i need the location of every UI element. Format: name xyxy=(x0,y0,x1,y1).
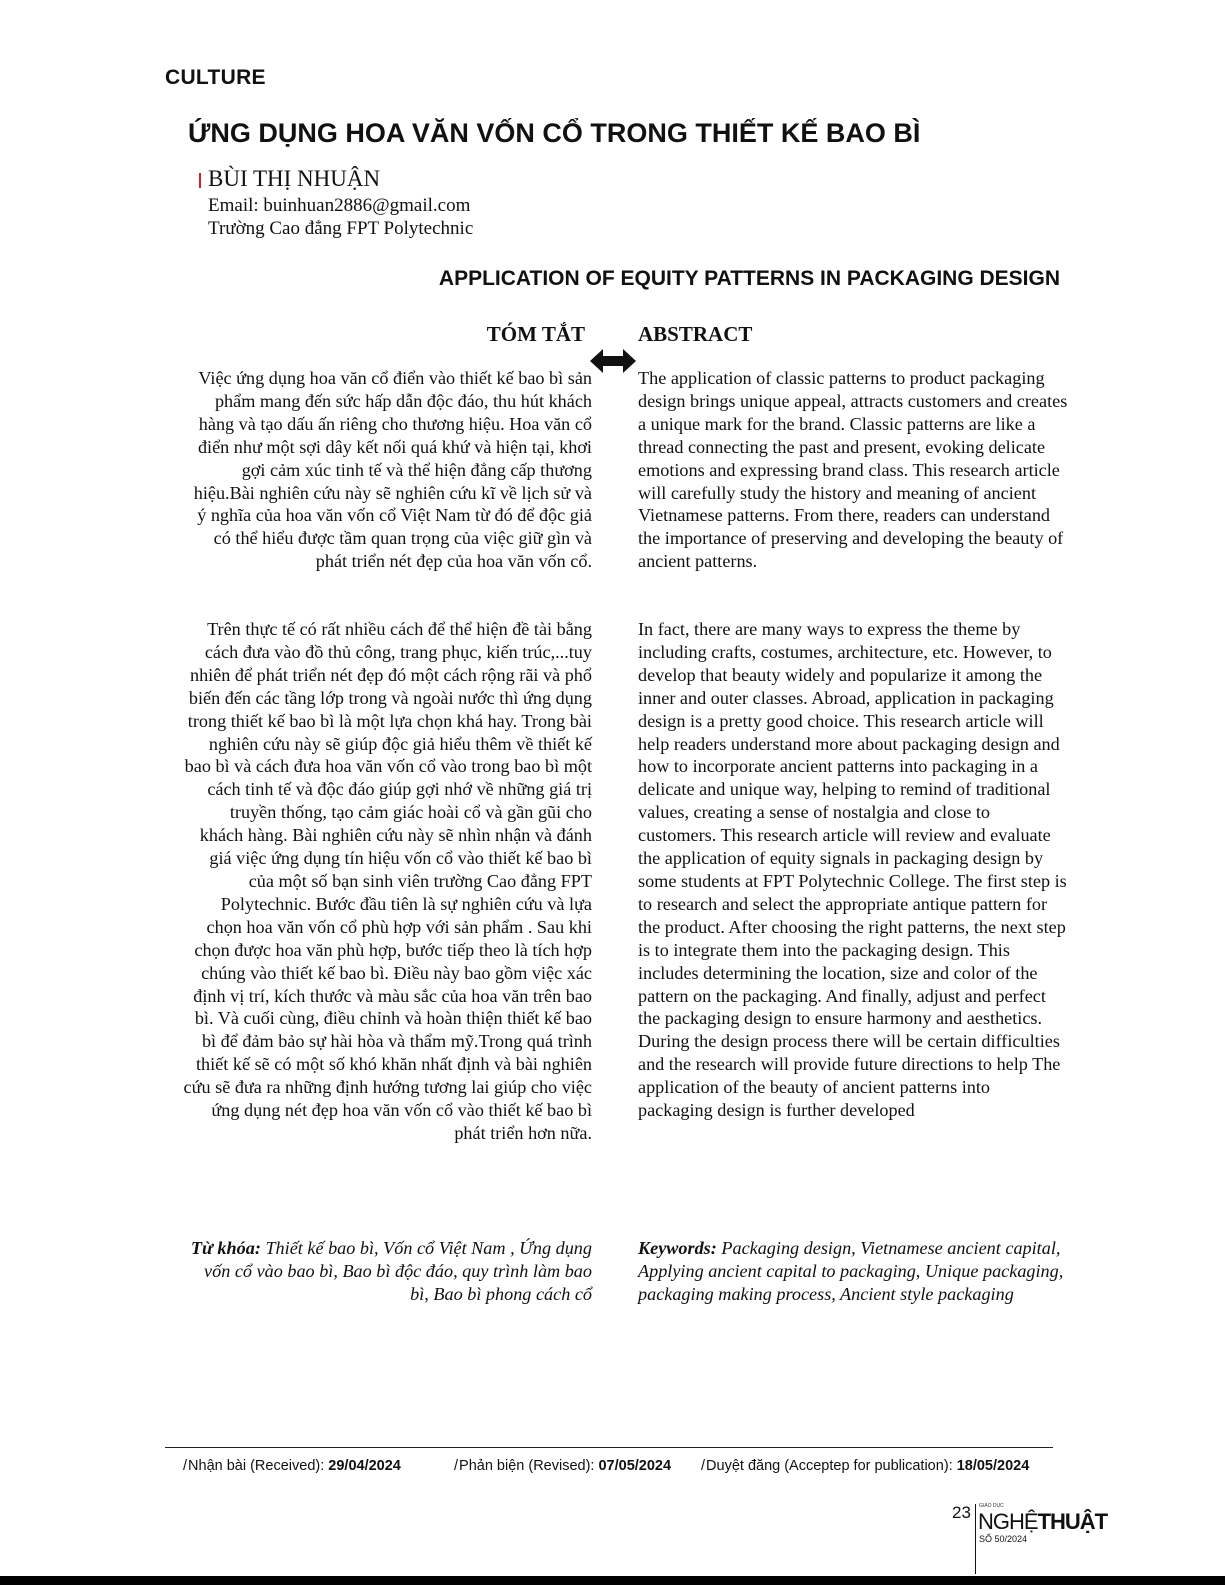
keywords-en xyxy=(638,1237,1068,1306)
page-number: 23 xyxy=(952,1503,971,1522)
keywords-vn-label: Từ khóa: xyxy=(190,1238,261,1258)
abstract-vn-paragraph-1 xyxy=(182,367,592,573)
issue-number: SỐ 50/2024 xyxy=(979,1534,1028,1544)
keywords-en-text: Packaging design, Vietnamese ancient capital, Applying ancient capital to packaging, Unique packaging, packaging making process, Ancient style packaging xyxy=(638,1238,1064,1304)
magazine-logo-subtitle: GIÁO DỤC xyxy=(979,1503,1004,1509)
double-arrow-icon xyxy=(590,348,636,374)
author-affiliation: Trường Cao đẳng FPT Polytechnic xyxy=(208,218,474,239)
keywords-vn xyxy=(182,1237,592,1306)
abstract-en-paragraph-1 xyxy=(638,367,1068,573)
date-revised: /Phản biện (Revised): 07/05/2024 xyxy=(454,1458,672,1474)
abstract-vn-text-2: Trên thực tế có rất nhiều cách để thể hiện đề tài bằng cách đưa vào đồ thủ công, trang phục, kiến trúc,...tuy nhiên để phát triển nét đẹp đó một cách rộng rãi và phổ biến đến các tầng lớp trong và ngoài nước thì ứng dụng trong thiết kế bao bì là một lựa chọn khá hay. Trong bài nghiên cứu này sẽ giúp độc giả hiểu thêm về thiết kế bao bì và cách đưa hoa văn vốn cổ vào trong bao bì một cách tinh tế và độc đáo giúp gợi nhớ về những giá trị truyền thống, tạo cảm giác hoài cổ và gần gũi cho khách hàng. Bài nghiên cứu này sẽ nhìn nhận và đánh giá việc ứng dụng tín hiệu vốn cổ vào thiết kế bao bì của một số bạn sinh viên trường Cao đẳng FPT Polytechnic. Bước đầu tiên là sự nghiên cứu và lựa chọn hoa văn vốn cổ phù hợp với sản phẩm . Sau khi chọn được hoa văn phù hợp, bước tiếp theo là tích hợp chúng vào thiết kế bao bì. Điều này bao gồm việc xác định vị trí, kích thước và màu sắc của hoa văn trên bao bì. Và cuối cùng, điều chỉnh và hoàn thiện thiết kế bao bì để đảm bảo sự hài hòa và thẩm mỹ.Trong quá trình thiết kế sẽ có một số khó khăn nhất định và bài nghiên cứu sẽ đưa ra những định hướng tương lai giúp cho việc ứng dụng nét đẹp hoa văn vốn cổ vào thiết kế bao bì phát triển hơn nữa. xyxy=(183,619,592,1143)
bottom-bar xyxy=(0,1576,1225,1585)
abstract-en-text-1: The application of classic patterns to product packaging design brings unique appeal, attracts customers and creates a unique mark for the brand. Classic patterns are like a thread connecting the past and present, evoking delicate emotions and expressing brand class. This research article will carefully study the history and meaning of ancient Vietnamese patterns. From there, readers can understand the importance of preserving and developing the beauty of ancient patterns. xyxy=(638,368,1068,572)
logo-divider xyxy=(975,1504,976,1574)
keywords-en-label: Keywords: xyxy=(638,1238,717,1258)
section-label: CULTURE xyxy=(165,66,266,89)
author-accent-bar xyxy=(199,173,201,188)
article-title-vietnamese: ỨNG DỤNG HOA VĂN VỐN CỔ TRONG THIẾT KẾ BAO BÌ xyxy=(188,118,921,148)
magazine-logo: NGHỆTHUẬT xyxy=(978,1509,1108,1534)
date-received: /Nhận bài (Received): 29/04/2024 xyxy=(183,1458,401,1474)
abstract-vn-text-1: Việc ứng dụng hoa văn cổ điển vào thiết kế bao bì sản phẩm mang đến sức hấp dẫn độc đáo, thu hút khách hàng và tạo dấu ấn riêng cho thương hiệu. Hoa văn cổ điển như một sợi dây kết nối quá khứ và hiện tại, khơi gợi cảm xúc tinh tế và thể hiện đẳng cấp thương hiệu.Bài nghiên cứu này sẽ nghiên cứu kĩ về lịch sử và ý nghĩa của hoa văn vốn cổ Việt Nam từ đó để độc giả có thể hiểu được tầm quan trọng của việc giữ gìn và phát triển nét đẹp của hoa văn vốn cổ. xyxy=(193,368,592,572)
author-name: BÙI THỊ NHUẬN xyxy=(208,166,381,191)
abstract-vn-paragraph-2 xyxy=(182,618,592,1145)
footer-rule xyxy=(165,1447,1053,1448)
abstract-en-text-2: In fact, there are many ways to express the theme by including crafts, costumes, architecture, etc. However, to develop that beauty widely and popularize it among the inner and outer classes. Abroad, application in packaging design is a pretty good choice. This research article will help readers understand more about packaging design and how to incorporate ancient patterns into packaging in a delicate and unique way, helping to remind of traditional values, creating a sense of nostalgia and close to customers. This research article will review and evaluate the application of equity signals in packaging design by some students at FPT Polytechnic College. The first step is to research and select the appropriate antique pattern for the product. After choosing the right patterns, the next step is to integrate them into the packaging design. This includes determining the location, size and color of the pattern on the packaging. And finally, adjust and perfect the packaging design to ensure harmony and aesthetics. During the design process there will be certain difficulties and the research will provide future directions to help The application of the beauty of ancient patterns into packaging design is further developed xyxy=(638,619,1067,1121)
author-email: Email: buinhuan2886@gmail.com xyxy=(208,195,471,216)
abstract-heading-vietnamese: TÓM TẮT xyxy=(486,322,585,346)
article-title-english: APPLICATION OF EQUITY PATTERNS IN PACKAGING DESIGN xyxy=(438,267,1060,290)
keywords-vn-text: Thiết kế bao bì, Vốn cổ Việt Nam , Ứng dụng vốn cổ vào bao bì, Bao bì độc đáo, quy trình làm bao bì, Bao bì phong cách cổ xyxy=(204,1238,592,1304)
abstract-en-paragraph-2 xyxy=(638,618,1068,1122)
abstract-heading-english: ABSTRACT xyxy=(638,322,753,346)
date-accepted: /Duyệt đăng (Acceptep for publication): 18/05/2024 xyxy=(701,1458,1030,1474)
